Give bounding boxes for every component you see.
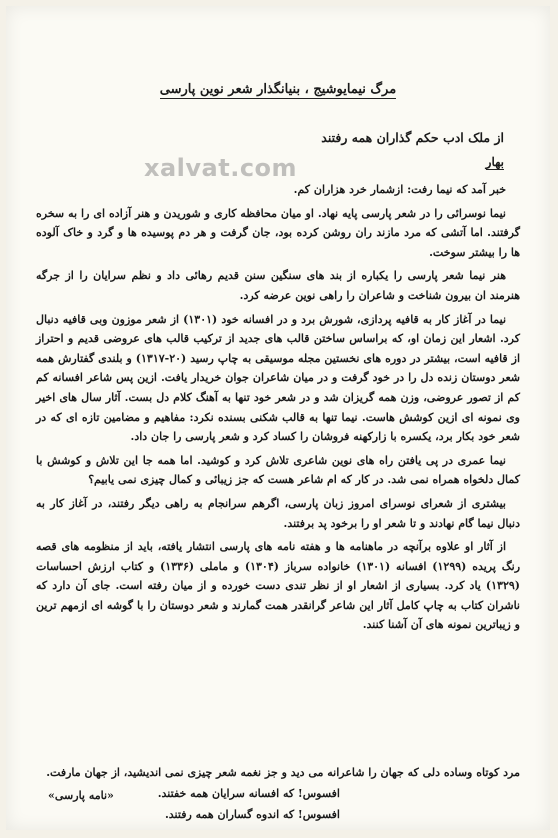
article-title-text: مرگ نیمایوشیج ، بنیانگذار شعر نوین پارسی [159, 82, 397, 97]
article-title [6, 82, 550, 97]
paragraph: از آثار او علاوه برآنچه در ماهنامه ها و هفته نامه های پارسی انتشار یافته، باید از منظومه های قصه رنگ پریده (۱۲۹۹) افسانه (۱۳۰۱) خانواده سرباز (۱۳۰۴) و ماملی (۱۳۳۶) و کتاب ارزش احساسات (۱۳۲۹) یاد کرد. بسیاری از اشعار او از نظر تندی دست خورده و از میان رفته است. جای آن دارد که ناشران کتاب به چاپ کامل آثار این شاعر گرانقدر همت گمارند و شعر دوستان را با گوشه ای ازمهم ترین و زیباترین نمونه های آن آشنا کنند. [36, 540, 521, 632]
paragraph: نیما نوسرائی را در شعر پارسی پایه نهاد. او میان محافظه کاری و شوریدن و هنر آزاده ای را به سخره گرفتند. اما آتشی که مرد مازند ران روشن کرده بود، جان گرفت و هر دم پوسیده ها و گرد و خاک آلوده ها را بیشتر سوخت. [36, 206, 520, 259]
paragraph: هنر نیما شعر پارسی را یکباره از بند های سنگین سنن قدیم رهائی داد و نظم سرایان را از جرگه هنرمند ان بیرون شناخت و شاعران را راهی نوین عرضه کرد. [36, 269, 520, 302]
closing-line: مرد کوتاه وساده دلی که جهان را شاعرانه می دید و جز نغمه شعر چیزی نمی اندیشید، از جهان مارفت. [46, 766, 520, 779]
paragraph: نیما عمری در پی یافتن راه های نوین شاعری تلاش کرد و کوشید. اما همه جا این تلاش و کوشش با کمال دلخواه همراه نمی شد. در کار که ام شاعر هست که جز زیبائی و کمال چیزی نمی یابیم؟ [36, 453, 520, 487]
watermark: xalvat.com [144, 154, 298, 182]
epigraph-poet: بهار [485, 155, 504, 169]
paragraph: بیشتری از شعرای نوسرای امروز زبان پارسی، اگرهم سرانجام به راهی دیگر رفتند، در آغاز کار به دنبال نیما گام نهادند و تا شعر او را برخود پد برفتند. [36, 496, 520, 530]
paragraph: نیما در آغاز کار به قافیه پردازی، شورش برد و در افسانه خود (۱۳۰۱) از شعر موزون وبی قافیه دنبال کرد. اشعار این زمان او، که براساس ساختن قالب های جدید از ترکیب قالب های عروضی قدیم و احتراز از قافیه است، بیشتر در دوره های نخستین مجله موسیقی به چاپ رسید (۲۰-۱۳۱۷) و بلندی گفتارش همه شعر دوستان زنده دل را در خود گرفت و در میان شاعران جوان خریدار یافت. ازین پس شاعر افسانه کم کم از تصور عروضی، وزن همه گریزان شد و در شعر خود تنها به آهنگ کلام دل بست. آثار سال های اخیر وی نمونه ای ازین کوشش هاست. نیما تنها به قالب شکنی بسنده نکرد: مفاهیم و مضامین تازه ای که در شعر خود بکار برد، یکسره با زارکهنه فروشان را کساد کرد و شعر پارسی را جان داد. [36, 312, 520, 444]
source-signature: «نامه پارسی» [48, 789, 114, 802]
document-page [6, 6, 550, 830]
closing-verse-1: افسوس! که افسانه سرایان همه خفتند. [157, 787, 340, 800]
closing-verse-2: افسوس! که اندوه گساران همه رفتند. [164, 808, 340, 821]
paragraph: خبر آمد که نیما رفت: ازشمار خرد هزاران کم. [293, 183, 506, 196]
article-body [36, 180, 520, 639]
epigraph-verse: از ملک ادب حکم گذاران همه رفتند [321, 130, 504, 145]
